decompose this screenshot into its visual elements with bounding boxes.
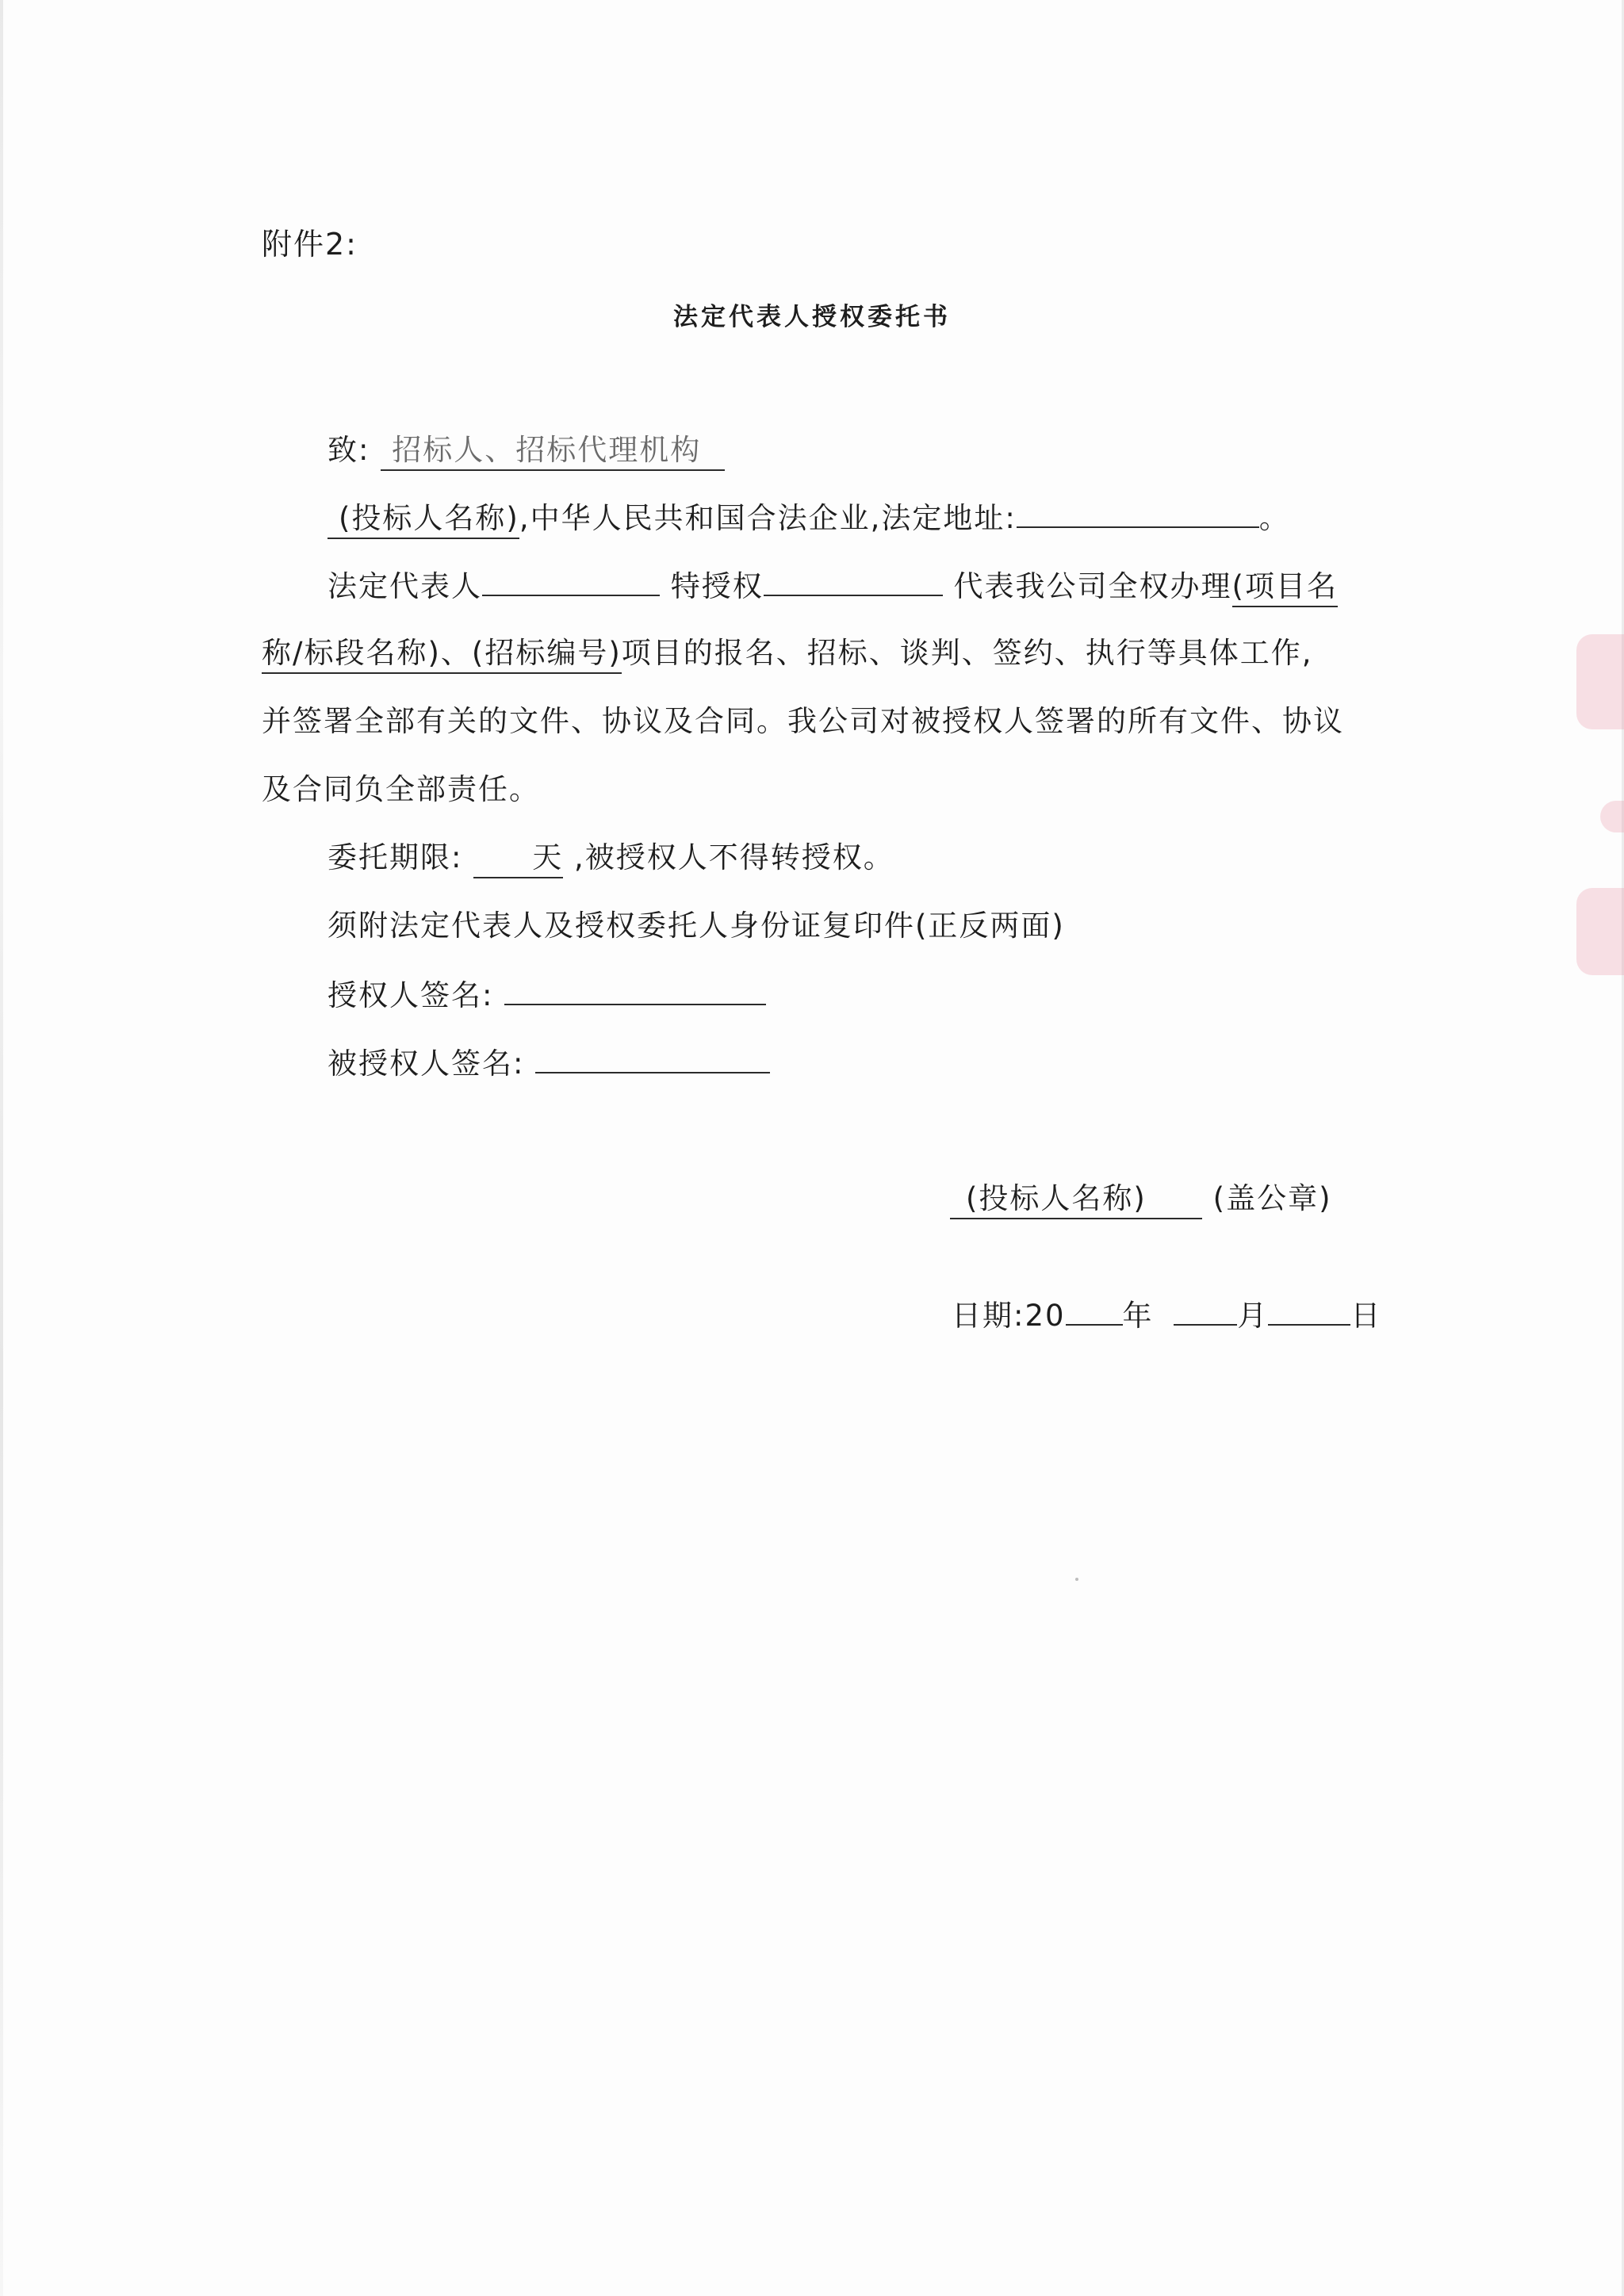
year-blank xyxy=(1066,1292,1123,1326)
grantee-signature-label: 被授权人签名: xyxy=(327,1047,525,1081)
bidder-declaration-line xyxy=(327,495,1290,541)
authorized-person-blank xyxy=(764,563,943,596)
grantee-signature-blank xyxy=(535,1040,770,1073)
represent-text: 代表我公司全权办理 xyxy=(953,569,1232,603)
term-days-field: 天 xyxy=(473,839,563,878)
authorization-line-3: 并签署全部有关的文件、协议及合同。我公司对被授权人签署的所有文件、协议 xyxy=(262,704,1344,738)
authorization-scope-text: 项目的报名、招标、谈判、签约、执行等具体工作, xyxy=(621,636,1313,670)
grantor-signature-label: 授权人签名: xyxy=(327,978,494,1012)
term-line xyxy=(327,836,894,880)
authorization-line-4: 及合同负全部责任。 xyxy=(262,772,540,806)
partial-seal-mark xyxy=(1576,888,1624,975)
authorization-line-1 xyxy=(327,563,1338,609)
document-title: 法定代表人授权委托书 xyxy=(673,303,951,331)
month-blank xyxy=(1174,1292,1237,1326)
term-restriction: ,被授权人不得转授权。 xyxy=(574,840,894,874)
stamp-bidder-name: (投标人名称) xyxy=(950,1180,1202,1219)
bidder-declaration-end: 。 xyxy=(1258,501,1290,535)
date-line xyxy=(952,1292,1381,1338)
month-label: 月 xyxy=(1237,1299,1269,1333)
legal-address-blank xyxy=(1017,495,1259,528)
grantor-signature-blank xyxy=(504,972,766,1005)
stamp-seal-label: (盖公章) xyxy=(1212,1181,1332,1215)
legal-rep-label: 法定代表人 xyxy=(327,569,482,603)
term-label: 委托期限: xyxy=(327,840,463,874)
grantee-signature-line xyxy=(327,1040,770,1086)
addressee-recipient: 招标人、招标代理机构 xyxy=(381,431,725,471)
authorization-line-2 xyxy=(262,631,1313,675)
partial-seal-mark xyxy=(1576,634,1624,729)
year-label: 年 xyxy=(1122,1299,1154,1333)
addressee-line xyxy=(327,428,725,473)
project-name-field-part1: (项目名 xyxy=(1232,568,1338,607)
id-copy-note: 须附法定代表人及授权委托人身份证复印件(正反两面) xyxy=(327,909,1065,943)
scan-speck xyxy=(1075,1578,1078,1581)
date-label: 日期:20 xyxy=(952,1299,1066,1333)
company-stamp-line xyxy=(950,1177,1332,1221)
scan-edge-left xyxy=(0,0,3,2296)
special-auth-label: 特授权 xyxy=(670,569,764,603)
day-label: 日 xyxy=(1350,1299,1382,1333)
bidder-name-field: (投标人名称) xyxy=(327,499,519,539)
grantor-signature-line xyxy=(327,972,766,1018)
addressee-prefix: 致: xyxy=(327,433,370,467)
partial-seal-mark xyxy=(1600,801,1624,832)
bidder-declaration-text: ,中华人民共和国合法企业,法定地址: xyxy=(519,501,1017,535)
project-name-field-part2: 称/标段名称)、(招标编号) xyxy=(262,634,622,674)
day-blank xyxy=(1268,1292,1350,1326)
legal-rep-blank xyxy=(482,563,660,596)
attachment-label: 附件2: xyxy=(262,227,358,262)
